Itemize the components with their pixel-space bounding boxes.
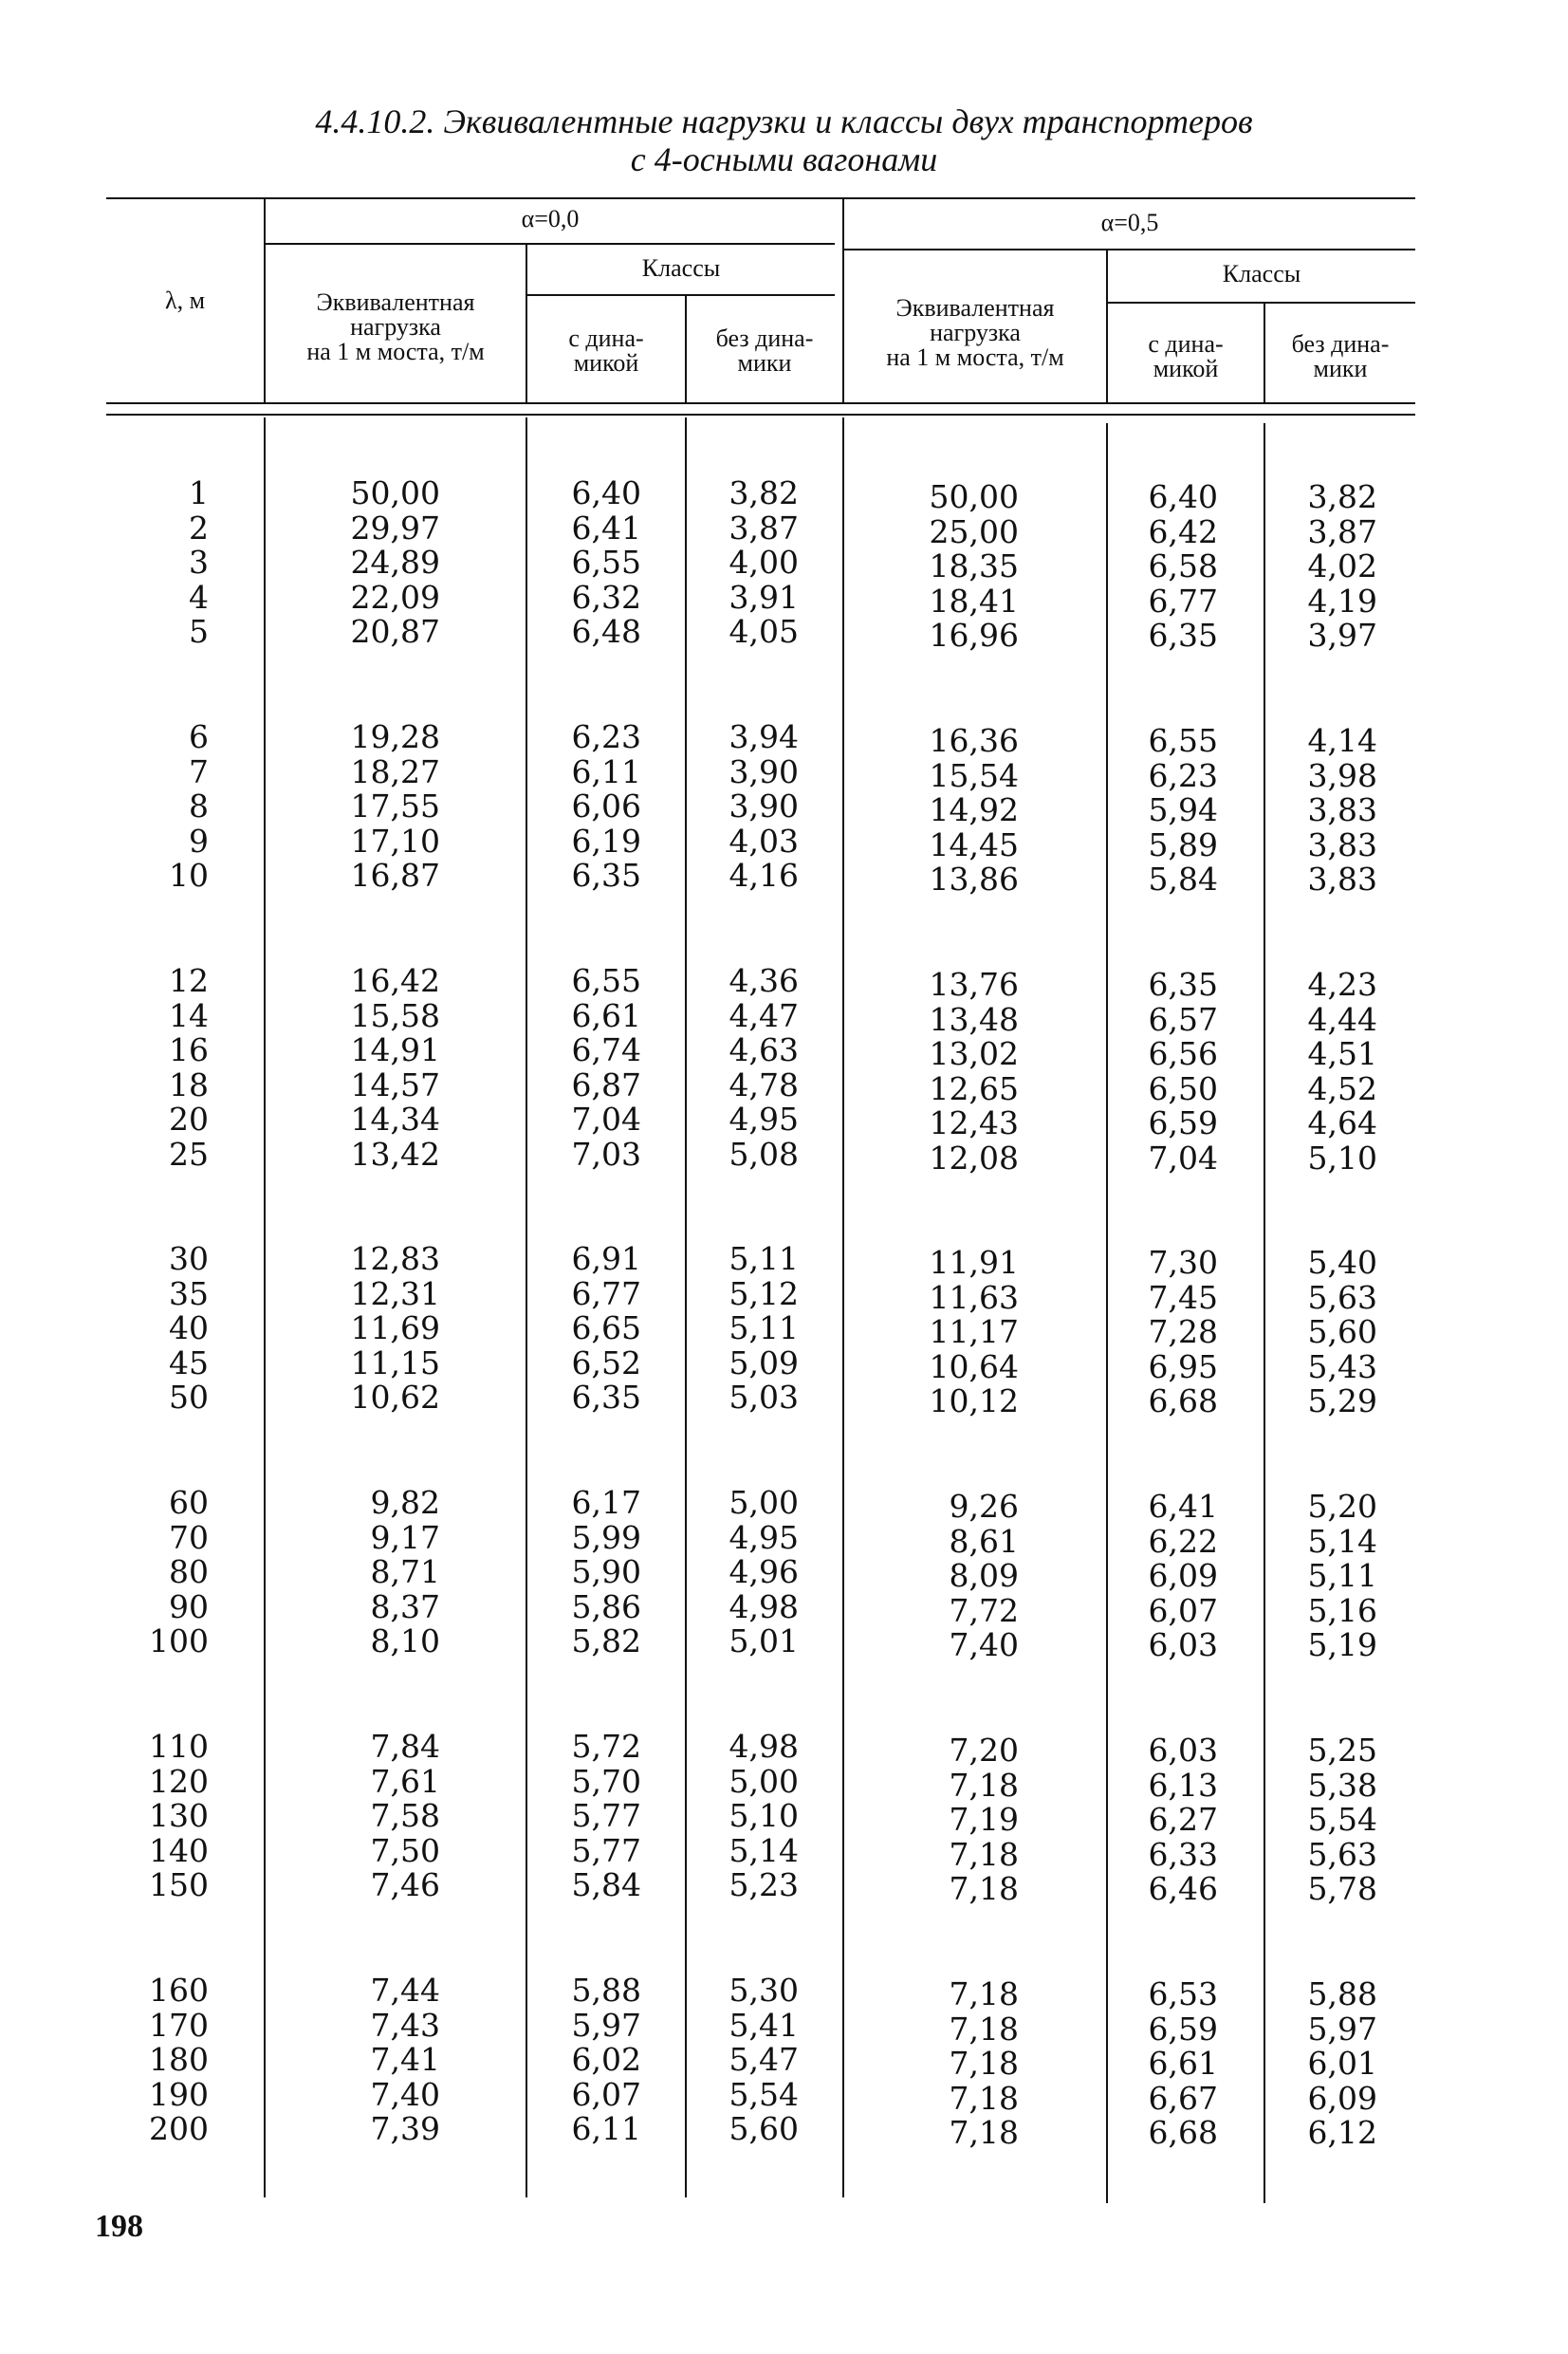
cell-dyn-a0: 6,23	[571, 718, 641, 755]
header-load-0	[266, 290, 526, 364]
cell-load-a05: 11,91	[929, 1244, 1019, 1281]
cell-dyn-a05: 6,77	[1148, 582, 1218, 620]
cell-load-a0: 11,69	[350, 1309, 440, 1346]
cell-dyn-a0: 6,74	[571, 1031, 641, 1068]
cell-dyn-a0: 5,88	[571, 1972, 641, 2009]
cell-nodyn-a0: 4,95	[729, 1518, 799, 1556]
cell-dyn-a05: 6,35	[1148, 966, 1218, 1003]
cell-nodyn-a05: 3,98	[1307, 756, 1377, 794]
cell-load-a0: 8,71	[370, 1553, 440, 1590]
cell-nodyn-a0: 5,00	[729, 1762, 799, 1800]
cell-load-a0: 11,15	[350, 1344, 440, 1381]
header-bottom-rule	[106, 402, 1415, 404]
cell-load-a05: 13,76	[929, 966, 1019, 1003]
cell-dyn-a0: 6,17	[571, 1484, 641, 1521]
cell-dyn-a05: 6,68	[1148, 2114, 1218, 2151]
cell-nodyn-a05: 6,09	[1307, 2079, 1377, 2117]
cell-load-a05: 8,61	[949, 1522, 1019, 1560]
cell-nodyn-a05: 6,01	[1307, 2045, 1377, 2082]
cell-load-a05: 11,17	[929, 1313, 1019, 1350]
header-load-0-l1: Эквивалентная	[316, 288, 475, 316]
cell-load-a05: 13,86	[929, 861, 1019, 898]
cell-load-a0: 7,61	[370, 1762, 440, 1800]
cell-lambda: 80	[169, 1553, 209, 1590]
classes05-rule	[1106, 302, 1415, 304]
cell-lambda: 120	[149, 1762, 209, 1800]
cell-dyn-a05: 6,27	[1148, 1801, 1218, 1838]
cell-load-a05: 7,18	[949, 1975, 1019, 2012]
cell-dyn-a05: 6,53	[1148, 1975, 1218, 2012]
cell-nodyn-a0: 5,12	[729, 1274, 799, 1312]
cell-dyn-a05: 6,55	[1148, 722, 1218, 759]
cell-load-a0: 14,91	[350, 1031, 440, 1068]
cell-lambda: 7	[189, 752, 209, 790]
cell-nodyn-a05: 5,78	[1307, 1870, 1377, 1907]
cell-load-a0: 16,87	[350, 857, 440, 894]
cell-lambda: 5	[189, 613, 209, 650]
cell-nodyn-a0: 3,90	[729, 788, 799, 825]
cell-dyn-a05: 6,35	[1148, 617, 1218, 654]
cell-lambda: 8	[189, 788, 209, 825]
cell-nodyn-a05: 5,11	[1307, 1557, 1377, 1594]
cell-nodyn-a0: 5,47	[729, 2041, 799, 2078]
cell-load-a05: 10,64	[929, 1347, 1019, 1385]
cell-nodyn-a0: 3,94	[729, 718, 799, 755]
cell-nodyn-a05: 5,63	[1307, 1835, 1377, 1873]
cell-nodyn-a05: 5,38	[1307, 1766, 1377, 1804]
cell-load-a0: 7,41	[370, 2041, 440, 2078]
cell-lambda: 12	[169, 962, 209, 999]
cell-nodyn-a0: 4,47	[729, 996, 799, 1034]
cell-dyn-a05: 6,50	[1148, 1069, 1218, 1107]
cell-lambda: 4	[189, 578, 209, 616]
cell-load-a05: 7,18	[949, 1835, 1019, 1873]
cell-lambda: 2	[189, 509, 209, 547]
cell-dyn-a05: 6,67	[1148, 2079, 1218, 2117]
cell-load-a05: 7,40	[949, 1626, 1019, 1663]
cell-dyn-a05: 6,22	[1148, 1522, 1218, 1560]
cell-load-a0: 17,55	[350, 788, 440, 825]
cell-nodyn-a0: 5,03	[729, 1379, 799, 1416]
cell-dyn-a0: 5,77	[571, 1797, 641, 1834]
cell-lambda: 35	[169, 1274, 209, 1312]
cell-dyn-a0: 5,86	[571, 1587, 641, 1625]
header-nodyn-05	[1265, 332, 1415, 381]
header-dyn-0	[527, 326, 685, 376]
page-number: 198	[95, 2209, 143, 2244]
cell-dyn-a05: 6,33	[1148, 1835, 1218, 1873]
cell-load-a05: 18,35	[929, 547, 1019, 584]
cell-dyn-a0: 6,11	[571, 752, 641, 790]
cell-dyn-a05: 5,94	[1148, 791, 1218, 828]
cell-nodyn-a0: 5,54	[729, 2075, 799, 2113]
header-dyn-05	[1108, 332, 1264, 381]
cell-dyn-a0: 6,35	[571, 857, 641, 894]
cell-lambda: 60	[169, 1484, 209, 1521]
cell-dyn-a0: 6,19	[571, 822, 641, 860]
cell-load-a05: 9,26	[949, 1488, 1019, 1525]
cell-dyn-a05: 6,58	[1148, 547, 1218, 584]
cell-lambda: 10	[169, 857, 209, 894]
cell-lambda: 40	[169, 1309, 209, 1346]
cell-dyn-a0: 5,90	[571, 1553, 641, 1590]
cell-dyn-a05: 7,45	[1148, 1278, 1218, 1316]
cell-lambda: 20	[169, 1101, 209, 1138]
header-nodyn-05-l2: мики	[1313, 355, 1368, 382]
cell-lambda: 90	[169, 1587, 209, 1625]
cell-nodyn-a0: 4,03	[729, 822, 799, 860]
cell-load-a0: 22,09	[350, 578, 440, 616]
cell-lambda: 70	[169, 1518, 209, 1556]
cell-nodyn-a05: 3,83	[1307, 791, 1377, 828]
cell-lambda: 160	[149, 1972, 209, 2009]
cell-load-a05: 7,18	[949, 1870, 1019, 1907]
cell-nodyn-a05: 5,43	[1307, 1347, 1377, 1385]
cell-load-a0: 7,40	[370, 2075, 440, 2113]
cell-load-a0: 13,42	[350, 1135, 440, 1173]
alpha05-rule	[844, 249, 1415, 250]
cell-dyn-a0: 6,40	[571, 474, 641, 511]
cell-load-a0: 50,00	[350, 474, 440, 511]
cell-load-a05: 14,92	[929, 791, 1019, 828]
cell-nodyn-a05: 5,29	[1307, 1382, 1377, 1419]
cell-dyn-a05: 6,57	[1148, 1000, 1218, 1038]
cell-lambda: 16	[169, 1031, 209, 1068]
cell-load-a05: 7,18	[949, 1766, 1019, 1804]
cell-lambda: 1	[189, 474, 209, 511]
alpha0-rule	[266, 243, 835, 245]
cell-load-a0: 12,83	[350, 1240, 440, 1277]
cell-dyn-a05: 6,59	[1148, 2010, 1218, 2048]
cell-nodyn-a05: 4,23	[1307, 966, 1377, 1003]
header-nodyn-0-l2: мики	[737, 349, 792, 377]
cell-nodyn-a05: 4,64	[1307, 1104, 1377, 1141]
cell-nodyn-a05: 4,02	[1307, 547, 1377, 584]
cell-load-a05: 8,09	[949, 1557, 1019, 1594]
cell-nodyn-a0: 3,87	[729, 509, 799, 547]
cell-dyn-a0: 5,97	[571, 2006, 641, 2044]
cell-dyn-a05: 6,07	[1148, 1591, 1218, 1629]
cell-load-a0: 7,39	[370, 2110, 440, 2147]
top-rule	[106, 197, 1415, 199]
cell-load-a0: 9,82	[370, 1484, 440, 1521]
cell-load-a0: 7,44	[370, 1972, 440, 2009]
cell-nodyn-a05: 5,19	[1307, 1626, 1377, 1663]
cell-lambda: 150	[149, 1866, 209, 1903]
cell-dyn-a05: 6,03	[1148, 1626, 1218, 1663]
cell-dyn-a0: 6,06	[571, 788, 641, 825]
cell-lambda: 45	[169, 1344, 209, 1381]
cell-lambda: 200	[149, 2110, 209, 2147]
cell-nodyn-a05: 5,16	[1307, 1591, 1377, 1629]
cell-load-a0: 29,97	[350, 509, 440, 547]
cell-dyn-a05: 6,68	[1148, 1382, 1218, 1419]
cell-nodyn-a0: 5,09	[729, 1344, 799, 1381]
cell-dyn-a0: 5,99	[571, 1518, 641, 1556]
cell-lambda: 30	[169, 1240, 209, 1277]
cell-dyn-a0: 6,55	[571, 544, 641, 581]
cell-load-a05: 7,19	[949, 1801, 1019, 1838]
cell-lambda: 110	[149, 1728, 209, 1765]
cell-dyn-a05: 6,03	[1148, 1732, 1218, 1769]
cell-nodyn-a0: 4,96	[729, 1553, 799, 1590]
cell-nodyn-a05: 4,19	[1307, 582, 1377, 620]
table-title-line2: с 4-осными вагонами	[630, 140, 938, 178]
cell-nodyn-a0: 3,90	[729, 752, 799, 790]
cell-load-a05: 12,43	[929, 1104, 1019, 1141]
cell-nodyn-a05: 5,10	[1307, 1139, 1377, 1177]
cell-nodyn-a05: 5,97	[1307, 2010, 1377, 2048]
cell-load-a0: 20,87	[350, 613, 440, 650]
cell-nodyn-a0: 4,63	[729, 1031, 799, 1068]
cell-load-a0: 7,46	[370, 1866, 440, 1903]
cell-nodyn-a0: 4,05	[729, 613, 799, 650]
cell-lambda: 100	[149, 1622, 209, 1659]
cell-nodyn-a0: 5,11	[729, 1240, 799, 1277]
cell-dyn-a0: 6,91	[571, 1240, 641, 1277]
cell-load-a05: 7,18	[949, 2045, 1019, 2082]
header-load-05-l1: Эквивалентная	[895, 294, 1055, 322]
cell-load-a0: 24,89	[350, 544, 440, 581]
cell-dyn-a0: 7,04	[571, 1101, 641, 1138]
cell-nodyn-a0: 4,00	[729, 544, 799, 581]
header-dyn-0-l2: микой	[573, 349, 639, 377]
cell-dyn-a0: 6,87	[571, 1066, 641, 1103]
cell-load-a0: 8,10	[370, 1622, 440, 1659]
cell-dyn-a05: 7,04	[1148, 1139, 1218, 1177]
cell-dyn-a05: 6,40	[1148, 478, 1218, 515]
cell-dyn-a0: 5,82	[571, 1622, 641, 1659]
cell-nodyn-a0: 5,41	[729, 2006, 799, 2044]
cell-nodyn-a0: 5,01	[729, 1622, 799, 1659]
cell-dyn-a05: 5,84	[1148, 861, 1218, 898]
cell-load-a0: 7,50	[370, 1831, 440, 1869]
cell-load-a05: 7,18	[949, 2079, 1019, 2117]
cell-load-a0: 14,34	[350, 1101, 440, 1138]
cell-dyn-a0: 6,11	[571, 2110, 641, 2147]
cell-load-a05: 12,65	[929, 1069, 1019, 1107]
cell-dyn-a0: 6,48	[571, 613, 641, 650]
cell-lambda: 130	[149, 1797, 209, 1834]
cell-dyn-a05: 6,23	[1148, 756, 1218, 794]
cell-nodyn-a0: 4,98	[729, 1728, 799, 1765]
cell-dyn-a0: 6,32	[571, 578, 641, 616]
body-divider-4	[842, 417, 844, 2197]
cell-nodyn-a05: 4,44	[1307, 1000, 1377, 1038]
cell-nodyn-a0: 4,98	[729, 1587, 799, 1625]
cell-load-a05: 50,00	[929, 478, 1019, 515]
cell-nodyn-a0: 3,82	[729, 474, 799, 511]
cell-load-a0: 18,27	[350, 752, 440, 790]
cell-nodyn-a0: 4,16	[729, 857, 799, 894]
header-classes-05: Классы	[1222, 260, 1301, 287]
cell-nodyn-a05: 5,14	[1307, 1522, 1377, 1560]
cell-lambda: 180	[149, 2041, 209, 2078]
cell-load-a05: 13,02	[929, 1035, 1019, 1072]
classes0-rule	[527, 294, 835, 296]
cell-dyn-a0: 6,77	[571, 1274, 641, 1312]
cell-dyn-a0: 6,61	[571, 996, 641, 1034]
cell-lambda: 3	[189, 544, 209, 581]
cell-nodyn-a0: 5,10	[729, 1797, 799, 1834]
cell-nodyn-a05: 3,82	[1307, 478, 1377, 515]
cell-load-a05: 13,48	[929, 1000, 1019, 1038]
cell-load-a05: 15,54	[929, 756, 1019, 794]
cell-load-a0: 14,57	[350, 1066, 440, 1103]
table-title-line1: 4.4.10.2. Эквивалентные нагрузки и классы двух транспортеров	[315, 102, 1253, 140]
cell-lambda: 14	[169, 996, 209, 1034]
cell-load-a05: 16,36	[929, 722, 1019, 759]
header-dyn-05-l2: микой	[1153, 355, 1219, 382]
header-dyn-0-l1: с дина-	[568, 324, 644, 352]
cell-dyn-a0: 5,72	[571, 1728, 641, 1765]
cell-dyn-a05: 6,13	[1148, 1766, 1218, 1804]
cell-lambda: 18	[169, 1066, 209, 1103]
cell-lambda: 25	[169, 1135, 209, 1173]
cell-dyn-a05: 6,61	[1148, 2045, 1218, 2082]
header-load-05-l3: на 1 м моста, т/м	[886, 343, 1064, 371]
cell-dyn-a0: 6,41	[571, 509, 641, 547]
cell-load-a05: 18,41	[929, 582, 1019, 620]
cell-load-a0: 9,17	[370, 1518, 440, 1556]
cell-nodyn-a0: 4,78	[729, 1066, 799, 1103]
cell-nodyn-a0: 5,08	[729, 1135, 799, 1173]
cell-dyn-a05: 7,30	[1148, 1244, 1218, 1281]
cell-dyn-a0: 5,77	[571, 1831, 641, 1869]
header-dyn-05-l1: с дина-	[1148, 330, 1224, 358]
cell-nodyn-a05: 5,60	[1307, 1313, 1377, 1350]
cell-load-a0: 7,58	[370, 1797, 440, 1834]
cell-dyn-a05: 6,59	[1148, 1104, 1218, 1141]
cell-load-a05: 7,18	[949, 2114, 1019, 2151]
header-alpha05: α=0,5	[1100, 209, 1159, 236]
cell-nodyn-a05: 6,12	[1307, 2114, 1377, 2151]
cell-load-a0: 8,37	[370, 1587, 440, 1625]
header-nodyn-05-l1: без дина-	[1291, 330, 1390, 358]
cell-nodyn-a0: 5,23	[729, 1866, 799, 1903]
cell-load-a0: 10,62	[350, 1379, 440, 1416]
cell-nodyn-a05: 4,51	[1307, 1035, 1377, 1072]
cell-dyn-a05: 6,09	[1148, 1557, 1218, 1594]
cell-load-a05: 7,18	[949, 2010, 1019, 2048]
cell-dyn-a0: 5,84	[571, 1866, 641, 1903]
cell-dyn-a0: 6,55	[571, 962, 641, 999]
cell-lambda: 190	[149, 2075, 209, 2113]
cell-load-a05: 14,45	[929, 825, 1019, 863]
cell-lambda: 140	[149, 1831, 209, 1869]
cell-nodyn-a0: 5,60	[729, 2110, 799, 2147]
header-nodyn-0-l1: без дина-	[715, 324, 814, 352]
cell-dyn-a05: 6,46	[1148, 1870, 1218, 1907]
cell-dyn-a0: 6,65	[571, 1309, 641, 1346]
cell-lambda: 9	[189, 822, 209, 860]
cell-dyn-a0: 7,03	[571, 1135, 641, 1173]
cell-lambda: 170	[149, 2006, 209, 2044]
cell-load-a05: 7,72	[949, 1591, 1019, 1629]
body-divider-1	[264, 417, 266, 2197]
cell-nodyn-a0: 5,00	[729, 1484, 799, 1521]
header-load-05	[844, 296, 1106, 370]
cell-nodyn-a0: 5,14	[729, 1831, 799, 1869]
cell-nodyn-a0: 4,95	[729, 1101, 799, 1138]
cell-nodyn-a0: 4,36	[729, 962, 799, 999]
cell-nodyn-a05: 5,40	[1307, 1244, 1377, 1281]
header-load-05-l2: нагрузка	[930, 319, 1021, 346]
cell-load-a0: 16,42	[350, 962, 440, 999]
cell-nodyn-a05: 3,97	[1307, 617, 1377, 654]
cell-load-a05: 7,20	[949, 1732, 1019, 1769]
cell-lambda: 50	[169, 1379, 209, 1416]
cell-nodyn-a05: 3,87	[1307, 512, 1377, 550]
cell-dyn-a0: 5,70	[571, 1762, 641, 1800]
cell-nodyn-a05: 5,88	[1307, 1975, 1377, 2012]
header-load-0-l2: нагрузка	[350, 313, 441, 341]
cell-dyn-a05: 6,41	[1148, 1488, 1218, 1525]
cell-nodyn-a0: 5,11	[729, 1309, 799, 1346]
cell-nodyn-a05: 3,83	[1307, 861, 1377, 898]
cell-lambda: 6	[189, 718, 209, 755]
cell-dyn-a05: 6,56	[1148, 1035, 1218, 1072]
cell-load-a0: 17,10	[350, 822, 440, 860]
cell-dyn-a0: 6,52	[571, 1344, 641, 1381]
cell-load-a05: 25,00	[929, 512, 1019, 550]
cell-load-a05: 10,12	[929, 1382, 1019, 1419]
cell-dyn-a0: 6,02	[571, 2041, 641, 2078]
cell-dyn-a05: 6,42	[1148, 512, 1218, 550]
cell-nodyn-a05: 3,83	[1307, 825, 1377, 863]
header-classes-0: Классы	[641, 254, 721, 282]
cell-dyn-a05: 5,89	[1148, 825, 1218, 863]
cell-load-a0: 7,84	[370, 1728, 440, 1765]
cell-nodyn-a05: 5,63	[1307, 1278, 1377, 1316]
cell-load-a05: 11,63	[929, 1278, 1019, 1316]
cell-dyn-a05: 7,28	[1148, 1313, 1218, 1350]
cell-nodyn-a05: 5,25	[1307, 1732, 1377, 1769]
cell-load-a0: 12,31	[350, 1274, 440, 1312]
header-nodyn-0	[687, 326, 842, 376]
cell-load-a0: 15,58	[350, 996, 440, 1034]
cell-dyn-a05: 6,95	[1148, 1347, 1218, 1385]
cell-load-a0: 19,28	[350, 718, 440, 755]
cell-nodyn-a0: 5,30	[729, 1972, 799, 2009]
cell-nodyn-a05: 4,52	[1307, 1069, 1377, 1107]
cell-nodyn-a05: 4,14	[1307, 722, 1377, 759]
cell-nodyn-a05: 5,20	[1307, 1488, 1377, 1525]
cell-dyn-a0: 6,07	[571, 2075, 641, 2113]
header-alpha0: α=0,0	[521, 205, 580, 232]
cell-nodyn-a0: 3,91	[729, 578, 799, 616]
header-bottom-rule-2	[106, 414, 1415, 416]
cell-load-a0: 7,43	[370, 2006, 440, 2044]
cell-load-a05: 12,08	[929, 1139, 1019, 1177]
cell-nodyn-a05: 5,54	[1307, 1801, 1377, 1838]
cell-load-a05: 16,96	[929, 617, 1019, 654]
header-lambda: λ, м	[164, 287, 206, 314]
header-load-0-l3: на 1 м моста, т/м	[306, 338, 485, 365]
cell-dyn-a0: 6,35	[571, 1379, 641, 1416]
